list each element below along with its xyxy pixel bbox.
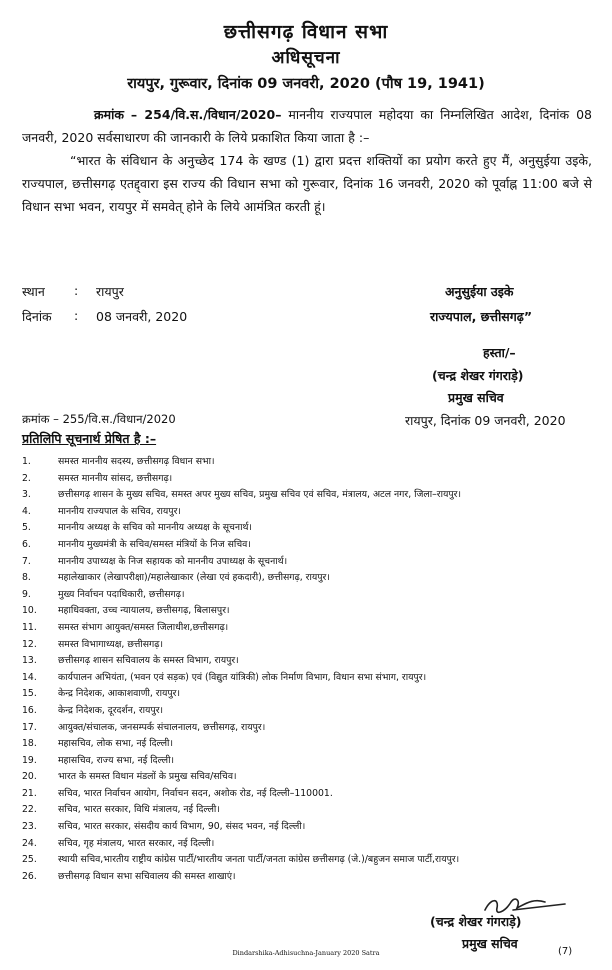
order-quote: “भारत के संविधान के अनुच्छेद 174 के खण्ड (1) द्वारा प्रदत्त शक्तियों का प्रयोग करते हुए मैं, अनुसुईया उइके, राज्यपाल, छत्तीसगढ़ एतद्द्वारा इस राज्य की विधान सभा को गुरूवार, दिनांक 16 जनवरी, 2020 को पूर्वाह्न 11:00 बजे से विधान सभा भवन, रायपुर में समवेत् होने के लिये आमंत्रित करती हूं। xyxy=(22,153,592,214)
list-item-number: 26. xyxy=(22,870,37,882)
document-subtitle: अधिसूचना xyxy=(271,48,341,68)
list-item xyxy=(22,836,597,853)
list-item-number: 10. xyxy=(22,605,37,617)
list-item-text: समस्त माननीय सदस्य, छत्तीसगढ़ विधान सभा। xyxy=(58,456,215,467)
list-item-number: 11. xyxy=(22,621,37,633)
list-item-number: 18. xyxy=(22,738,37,750)
signatory-name: (चन्द्र शेखर गंगराड़े) xyxy=(432,368,524,383)
list-item xyxy=(22,587,597,604)
list-item-number: 12. xyxy=(22,638,37,650)
list-item xyxy=(22,703,597,720)
footer-note: Dindarshika-Adhisuchna-January 2020 Satra xyxy=(232,949,380,957)
list-item xyxy=(22,454,597,471)
bottom-signatory-designation: प्रमुख सचिव xyxy=(462,936,518,951)
list-item xyxy=(22,603,597,620)
list-item xyxy=(22,736,597,753)
copy-heading: प्रतिलिपि सूचनार्थ प्रेषित है :– xyxy=(22,431,157,446)
list-item xyxy=(22,786,597,803)
document-title: छत्तीसगढ़ विधान सभा xyxy=(223,21,389,43)
list-item-text: छत्तीसगढ़ शासन सचिवालय के समस्त विभाग, रायपुर। xyxy=(58,655,239,667)
place-value: रायपुर xyxy=(96,284,124,299)
list-item-text: सचिव, भारत निर्वाचन आयोग, निर्वाचन सदन, अशोक रोड, नई दिल्ली–110001. xyxy=(58,787,333,799)
list-item xyxy=(22,852,597,869)
list-item-number: 20. xyxy=(22,771,37,783)
list-item xyxy=(22,869,597,886)
list-item xyxy=(22,504,597,521)
list-item-text: माननीय उपाध्यक्ष के निज सहायक को माननीय उपाध्यक्ष के सूचनार्थ। xyxy=(58,555,288,567)
signatory-dateline: रायपुर, दिनांक 09 जनवरी, 2020 xyxy=(405,413,566,428)
list-item-text: माननीय अध्यक्ष के सचिव को माननीय अध्यक्ष के सूचनार्थ। xyxy=(58,522,252,534)
list-item-text: सचिव, गृह मंत्रालय, भारत सरकार, नई दिल्ली। xyxy=(58,837,215,849)
list-item-number: 15. xyxy=(22,688,37,700)
list-item-number: 16. xyxy=(22,704,37,716)
list-item-text: सचिव, भारत सरकार, संसदीय कार्य विभाग, 90, संसद भवन, नई दिल्ली। xyxy=(58,821,306,833)
signatory-designation: प्रमुख सचिव xyxy=(448,390,504,405)
list-item xyxy=(22,554,597,571)
list-item xyxy=(22,637,597,654)
list-item xyxy=(22,720,597,737)
list-item-text: सचिव, भारत सरकार, विधि मंत्रालय, नई दिल्ली। xyxy=(58,804,220,816)
list-item xyxy=(22,570,597,587)
bottom-signatory-name: (चन्द्र शेखर गंगराड़े) xyxy=(430,914,522,929)
list-item-number: 9. xyxy=(22,588,31,600)
page-number: (7) xyxy=(558,946,573,957)
list-item-text: महासचिव, राज्य सभा, नई दिल्ली। xyxy=(58,754,175,766)
list-item-text: माननीय राज्यपाल के सचिव, रायपुर। xyxy=(58,505,181,517)
list-item-text: छत्तीसगढ़ विधान सभा सचिवालय की समस्त शाखाएं। xyxy=(58,870,236,882)
list-item-text: छत्तीसगढ़ शासन के मुख्य सचिव, समस्त अपर मुख्य सचिव, प्रमुख सचिव एवं सचिव, मंत्रालय, अटल नगर, जिला–रायपुर। xyxy=(58,489,461,501)
list-item-number: 2. xyxy=(22,472,31,484)
list-item-number: 24. xyxy=(22,837,37,849)
governor-title: राज्यपाल, छत्तीसगढ़” xyxy=(430,309,533,324)
date-label: दिनांक xyxy=(22,309,52,324)
list-item xyxy=(22,753,597,770)
list-item-text: समस्त विभागाध्यक्ष, छत्तीसगढ़। xyxy=(58,638,163,650)
date-value: 08 जनवरी, 2020 xyxy=(96,309,188,324)
list-item-number: 6. xyxy=(22,538,31,550)
signed-mark: हस्ता/– xyxy=(483,345,516,360)
list-item-number: 4. xyxy=(22,505,31,517)
place-separator: : xyxy=(74,283,79,298)
list-item-text: समस्त माननीय सांसद, छत्तीसगढ़। xyxy=(58,472,173,484)
notice-paragraph xyxy=(22,103,592,149)
list-item xyxy=(22,520,597,537)
list-item-number: 22. xyxy=(22,804,37,816)
list-item-text: महाधिवक्ता, उच्च न्यायालय, छत्तीसगढ़, बिलासपुर। xyxy=(58,605,230,617)
list-item-text: केन्द्र निदेशक, दूरदर्शन, रायपुर। xyxy=(58,704,164,716)
document-dateline: रायपुर, गुरूवार, दिनांक 09 जनवरी, 2020 (पौष 19, 1941) xyxy=(127,76,485,92)
list-item-text: स्थायी सचिव,भारतीय राष्ट्रीय कांग्रेस पार्टी/भारतीय जनता पार्टी/जनता कांग्रेस छत्तीसगढ़ (जे.)/बहुजन समाज पार्टी,रायपुर। xyxy=(58,854,460,866)
list-item-number: 17. xyxy=(22,721,37,733)
list-item-number: 21. xyxy=(22,787,37,799)
list-item-text: भारत के समस्त विधान मंडलों के प्रमुख सचिव/सचिव। xyxy=(58,771,237,783)
list-item-text: कार्यपालन अभियंता, (भवन एवं सड़क) एवं (विद्युत यांत्रिकी) लोक निर्माण विभाग, विधान सभा संभाग, रायपुर। xyxy=(58,671,427,683)
place-label: स्थान xyxy=(22,284,45,299)
notice-ref-number: – 254/वि.स./विधान/2020– xyxy=(130,107,282,122)
list-item-text: महासचिव, लोक सभा, नई दिल्ली। xyxy=(58,738,173,750)
governor-name: अनुसुईया उइके xyxy=(445,284,514,299)
list-item xyxy=(22,487,597,504)
list-item-text: मुख्य निर्वाचन पदाधिकारी, छत्तीसगढ़। xyxy=(58,588,185,600)
list-item xyxy=(22,686,597,703)
list-item-number: 14. xyxy=(22,671,37,683)
list-item xyxy=(22,769,597,786)
list-item xyxy=(22,620,597,637)
list-item-text: आयुक्त/संचालक, जनसम्पर्क संचालनालय, छत्तीसगढ़, रायपुर। xyxy=(58,721,266,733)
list-item-number: 5. xyxy=(22,522,31,534)
list-item-number: 23. xyxy=(22,821,37,833)
list-item-number: 13. xyxy=(22,655,37,667)
list-item-number: 1. xyxy=(22,456,31,467)
list-item-number: 19. xyxy=(22,754,37,766)
list-item-text: समस्त संभाग आयुक्त/समस्त जिलाधीश,छत्तीसगढ़। xyxy=(58,621,229,633)
notice-intro: माननीय राज्यपाल महोदया का निम्नलिखित आदेश, दिनांक 08 जनवरी, 2020 सर्वसाधारण की जानकारी के लिये प्रकाशित किया जाता है :– xyxy=(22,107,592,145)
date-separator: : xyxy=(74,308,79,323)
list-item-text: महालेखाकार (लेखापरीक्षा)/महालेखाकार (लेखा एवं हकदारी), छत्तीसगढ़, रायपुर। xyxy=(58,572,330,584)
list-item xyxy=(22,537,597,554)
notice-ref-label: क्रमांक xyxy=(94,107,124,122)
list-item-text: माननीय मुख्यमंत्री के सचिव/समस्त मंत्रियों के निज सचिव। xyxy=(58,538,251,550)
list-item-number: 8. xyxy=(22,572,31,584)
list-item-text: केन्द्र निदेशक, आकाशवाणी, रायपुर। xyxy=(58,688,180,700)
list-item-number: 3. xyxy=(22,489,31,501)
list-item xyxy=(22,670,597,687)
list-item-number: 25. xyxy=(22,854,37,866)
list-item xyxy=(22,653,597,670)
list-item-number: 7. xyxy=(22,555,31,567)
list-item xyxy=(22,819,597,836)
list-item xyxy=(22,802,597,819)
distribution-list xyxy=(22,454,597,885)
list-item xyxy=(22,471,597,488)
copy-ref: क्रमांक – 255/वि.स./विधान/2020 xyxy=(22,412,176,426)
